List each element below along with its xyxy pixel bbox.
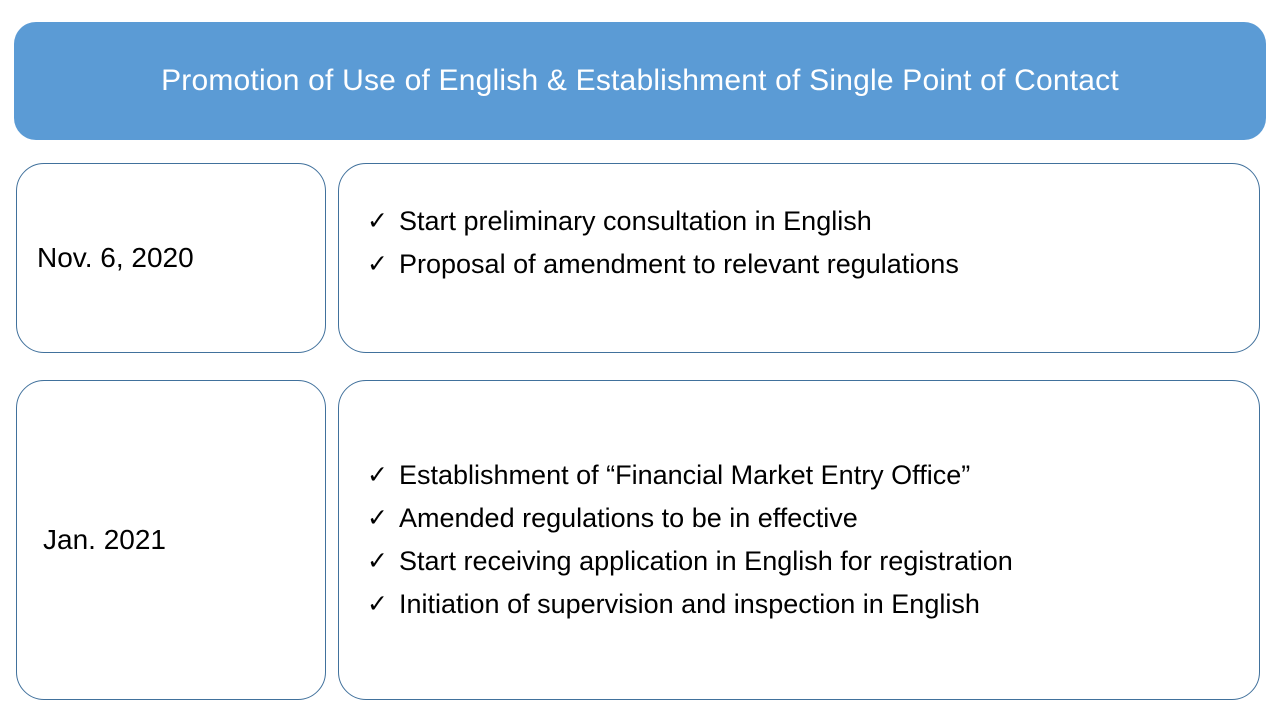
check-icon: ✓ — [367, 207, 388, 235]
date-label-1: Nov. 6, 2020 — [37, 242, 194, 273]
timeline-row-1 — [0, 163, 1280, 353]
list-item-label: Proposal of amendment to relevant regulations — [399, 249, 959, 279]
list-item — [367, 583, 1259, 626]
list-item-label: Establishment of “Financial Market Entry Office” — [399, 460, 971, 490]
check-icon: ✓ — [367, 547, 388, 575]
bullet-list-1 — [367, 200, 1259, 286]
check-icon: ✓ — [367, 504, 388, 532]
list-item-label: Initiation of supervision and inspection in English — [399, 589, 980, 619]
list-item — [367, 540, 1259, 583]
content-box-2 — [338, 380, 1260, 700]
list-item-label: Amended regulations to be in effective — [399, 503, 858, 533]
title-banner — [14, 22, 1266, 140]
date-box-2 — [16, 380, 326, 700]
date-label-2: Jan. 2021 — [43, 524, 166, 555]
list-item — [367, 497, 1259, 540]
list-item-label: Start preliminary consultation in English — [399, 206, 872, 236]
check-icon: ✓ — [367, 461, 388, 489]
list-item-label: Start receiving application in English for registration — [399, 546, 1013, 576]
check-icon: ✓ — [367, 590, 388, 618]
check-icon: ✓ — [367, 250, 388, 278]
page-title: Promotion of Use of English & Establishment of Single Point of Contact — [161, 64, 1119, 97]
list-item — [367, 200, 1259, 243]
list-item — [367, 243, 1259, 286]
content-box-1 — [338, 163, 1260, 353]
list-item — [367, 454, 1259, 497]
bullet-list-2 — [367, 454, 1259, 626]
date-box-1 — [16, 163, 326, 353]
timeline-row-2 — [0, 380, 1280, 700]
